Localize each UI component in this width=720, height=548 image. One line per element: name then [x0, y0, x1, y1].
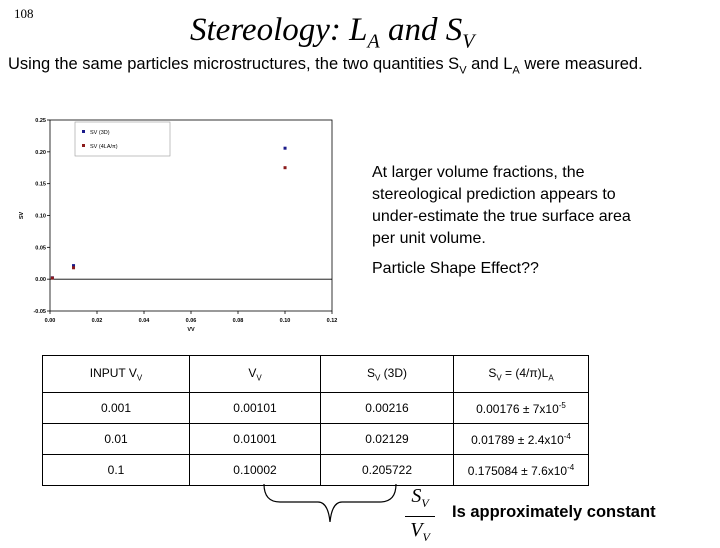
table-row: [43, 455, 589, 486]
sv-over-vv-fraction: [405, 485, 435, 548]
x-tick-label: 0.10: [279, 318, 291, 324]
header-sv-la: $S_V = (4/\pi)L_A$: [454, 356, 589, 393]
fraction-numerator: $S_V$: [411, 485, 429, 510]
legend-marker: [82, 130, 85, 133]
intro-text: Using the same particles microstructures, the two quantities $S_V$ and $L_A$ were measured.: [8, 55, 643, 77]
cell-input: 0.001: [43, 393, 190, 424]
cell-vv: 0.10002: [190, 455, 321, 486]
table-row: [43, 393, 589, 424]
y-tick-label: -0.05: [33, 309, 46, 315]
curly-brace: [260, 482, 400, 527]
observation-note: At larger volume fractions, the stereological prediction appears to under-estimate the true surface area per unit volume.: [372, 164, 631, 247]
cell-sv3d: 0.00216: [321, 393, 454, 424]
x-tick-label: 0.12: [326, 318, 338, 324]
legend-label: SV (3D): [90, 130, 110, 136]
y-tick-label: 0.00: [35, 277, 46, 284]
results-table: [42, 355, 589, 486]
cell-sv3d: 0.02129: [321, 424, 454, 455]
fraction-denominator: $V_V$: [410, 519, 430, 544]
cell-sv3d: 0.205722: [321, 455, 454, 486]
y-tick-label: 0.10: [35, 213, 46, 220]
data-point: [72, 266, 75, 269]
cell-svla: $0.175084 \pm 7.6x10^{-4}$: [454, 455, 589, 486]
cell-svla: $0.00176 \pm 7x10^{-5}$: [454, 393, 589, 424]
page-number: 108: [14, 6, 34, 21]
x-tick-label: 0.00: [44, 318, 56, 324]
table-header-row: [43, 356, 589, 393]
x-tick-label: 0.04: [138, 318, 150, 324]
data-point: [51, 277, 54, 280]
x-tick-label: 0.02: [91, 318, 103, 324]
y-tick-label: 0.25: [35, 118, 46, 124]
cell-input: 0.01: [43, 424, 190, 455]
cell-input: 0.1: [43, 455, 190, 486]
data-point: [284, 166, 287, 169]
header-sv-3d: $S_V$ (3D): [321, 356, 454, 393]
y-axis-label: SV: [19, 211, 25, 220]
y-tick-label: 0.15: [35, 181, 46, 188]
y-tick-label: 0.05: [35, 245, 46, 252]
cell-vv: 0.01001: [190, 424, 321, 455]
x-tick-label: 0.06: [185, 318, 197, 324]
cell-vv: 0.00101: [190, 393, 321, 424]
table-row: [43, 424, 589, 455]
x-tick-label: 0.08: [232, 318, 244, 324]
cell-svla: $0.01789 \pm 2.4x10^{-4}$: [454, 424, 589, 455]
shape-effect-question: Particle Shape Effect??: [372, 260, 539, 277]
header-input-vv: INPUT $V_V$: [43, 356, 190, 393]
legend-label: SV (4LA/π): [90, 144, 118, 150]
y-tick-label: 0.20: [35, 149, 46, 156]
x-axis-label: VV: [187, 327, 195, 333]
data-point: [284, 147, 287, 150]
scatter-chart: [20, 108, 350, 333]
constant-note: Is approximately constant: [452, 503, 656, 521]
header-vv: $V_V$: [190, 356, 321, 393]
slide-title: Stereology: $L_A$ and $S_V$: [190, 12, 475, 53]
legend-box: [75, 122, 170, 156]
legend-marker: [82, 144, 85, 147]
